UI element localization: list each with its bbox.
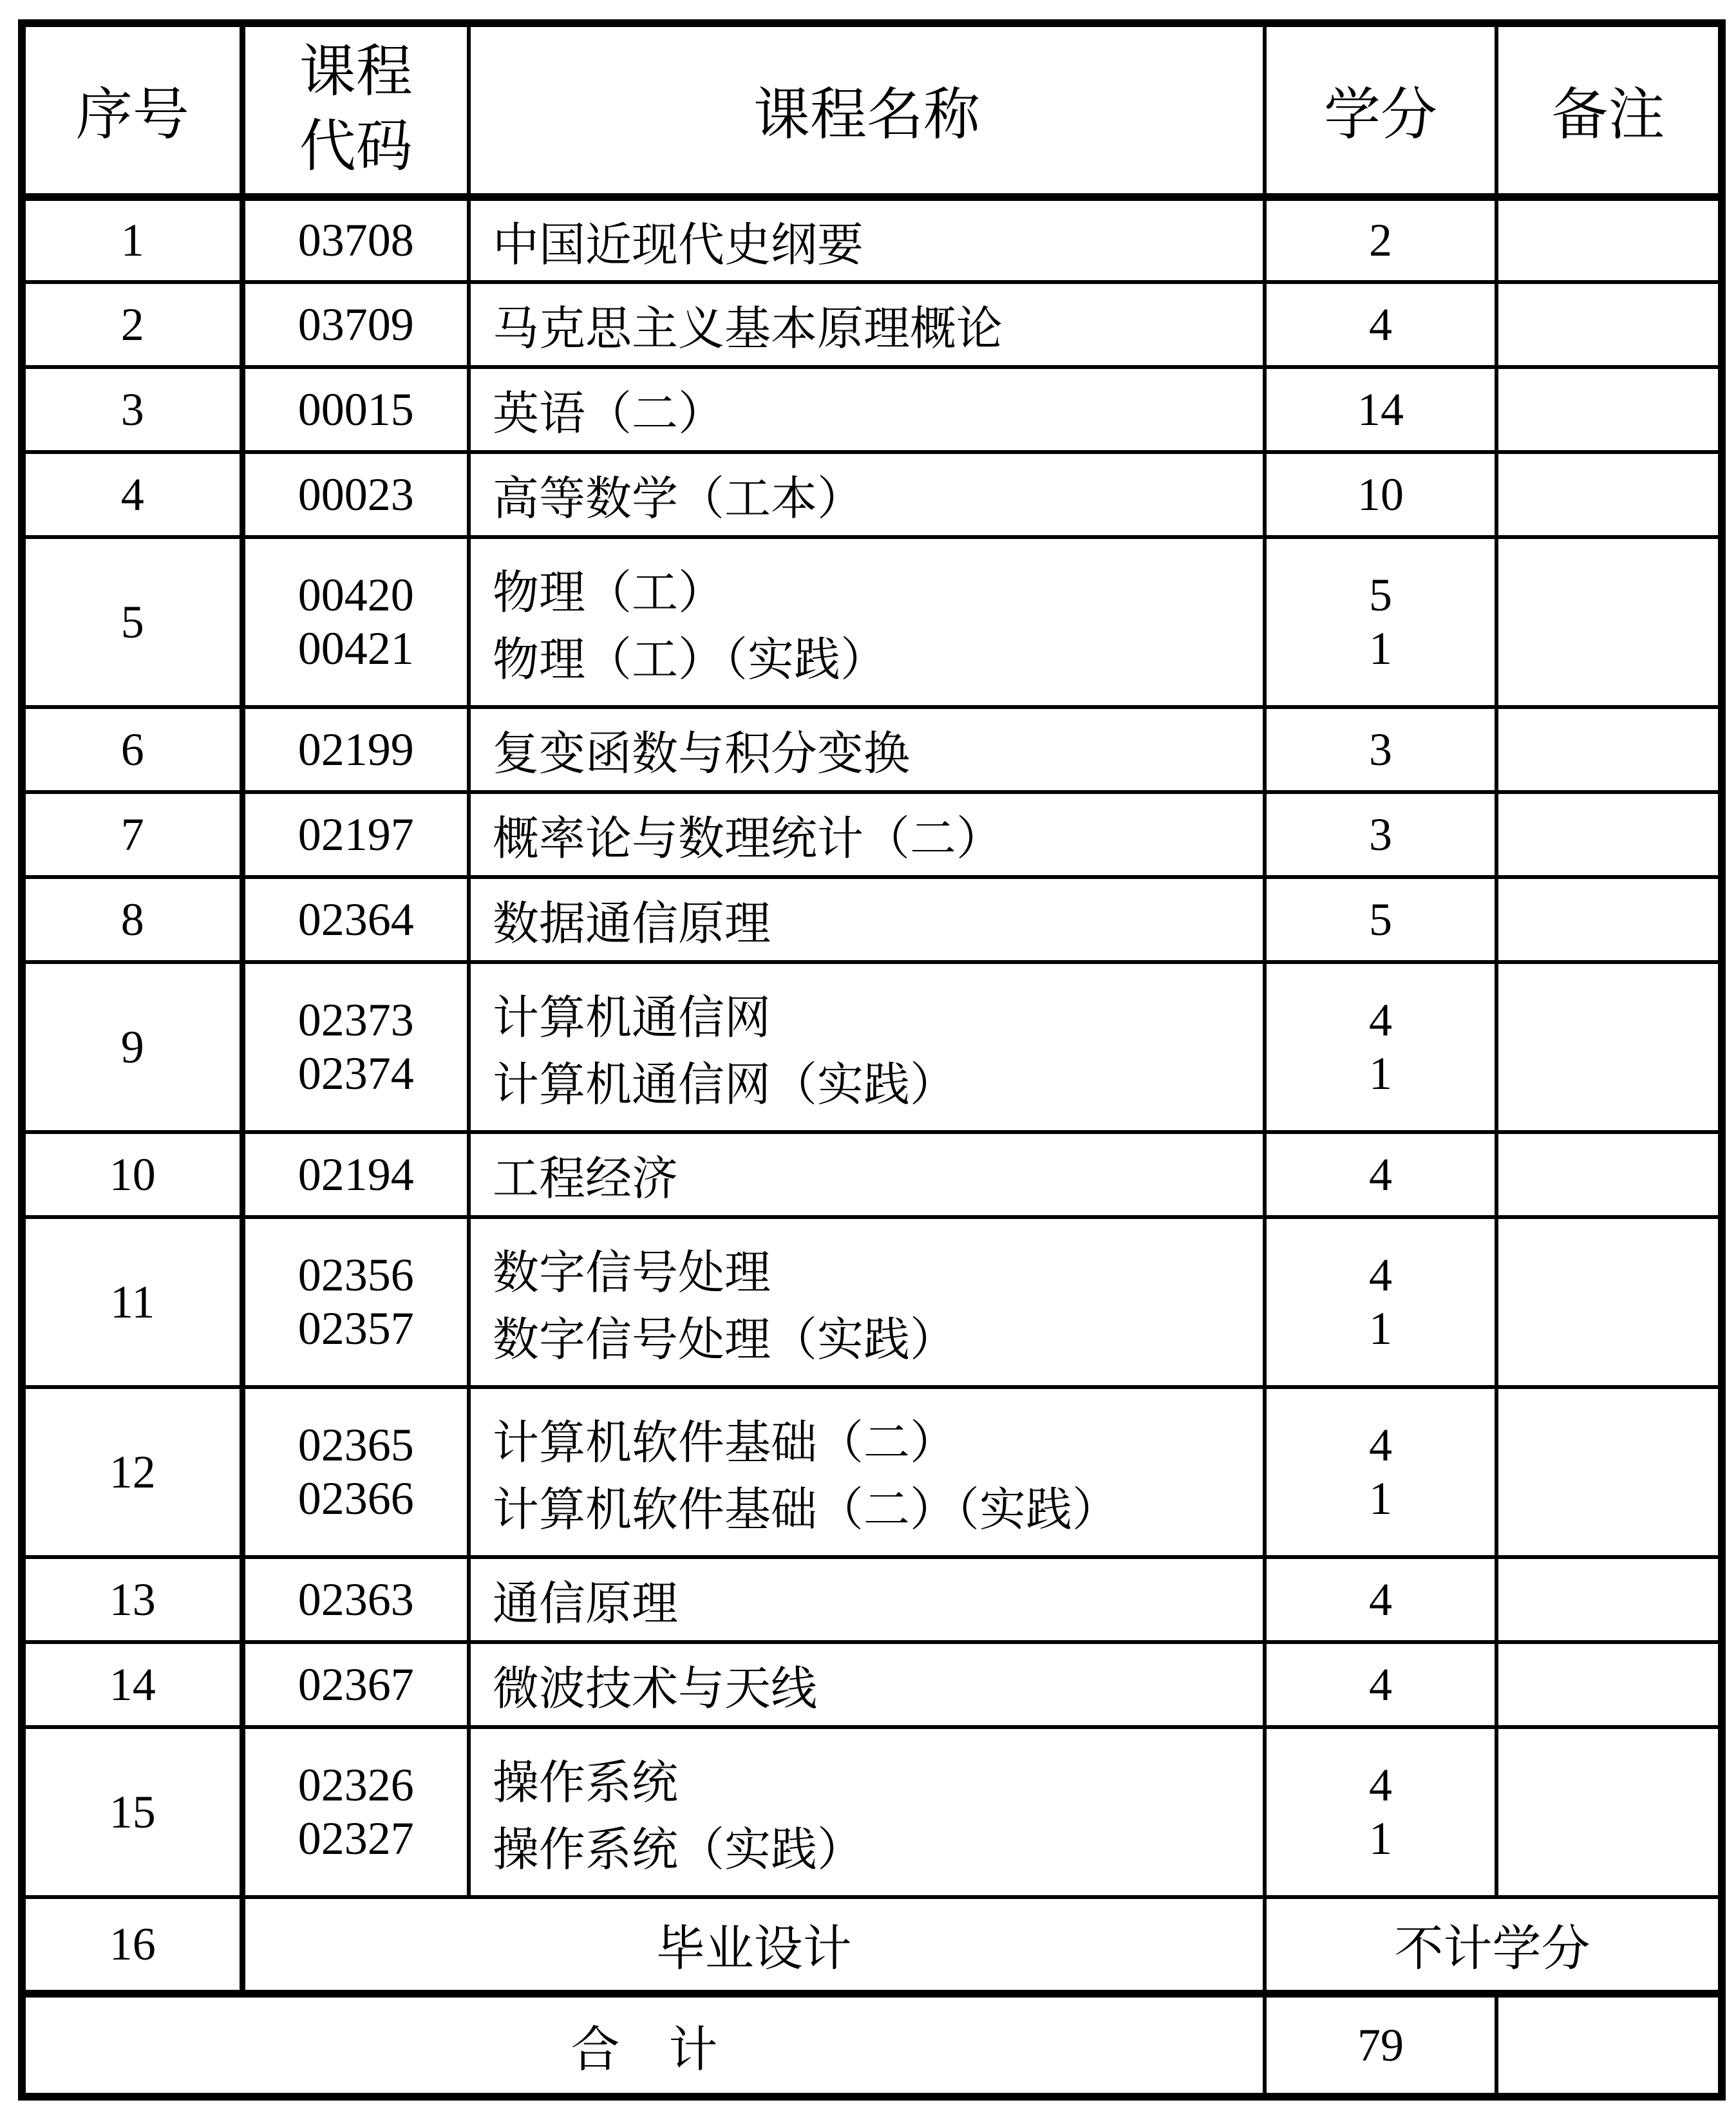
course-note: [1496, 1727, 1722, 1897]
course-code: 00015: [242, 367, 469, 452]
course-code: 02364: [242, 877, 469, 962]
course-code: 02327: [297, 1813, 414, 1864]
course-code: 00420: [297, 569, 414, 621]
course-credit-group: [1265, 1217, 1496, 1387]
course-credit-group: [1265, 537, 1496, 707]
total-credit: 79: [1265, 1994, 1496, 2097]
course-name: 数字信号处理（实践）: [493, 1314, 957, 1366]
course-name: 计算机通信网（实践）: [493, 1059, 957, 1111]
course-credit: 1: [1369, 623, 1392, 674]
course-credit: 1: [1369, 1303, 1392, 1354]
table-row: [22, 1217, 1722, 1387]
course-name-group: [469, 1387, 1265, 1557]
course-note: [1496, 282, 1722, 367]
course-credit: 3: [1265, 792, 1496, 877]
course-name: 数字信号处理: [493, 1247, 771, 1299]
course-name: 物理（工）（实践）: [493, 634, 887, 686]
course-code: 02374: [297, 1048, 414, 1099]
course-code-group: [242, 1727, 469, 1897]
course-name: 中国近现代史纲要: [469, 197, 1265, 282]
course-credit: 4: [1265, 282, 1496, 367]
course-credit: 3: [1265, 707, 1496, 792]
table-row: [22, 1387, 1722, 1557]
course-note: [1496, 1217, 1722, 1387]
row-no: 1: [22, 197, 242, 282]
course-note: [1496, 792, 1722, 877]
course-note: [1496, 1387, 1722, 1557]
table-row: [22, 1132, 1722, 1217]
course-note: [1496, 537, 1722, 707]
course-name: 计算机通信网: [493, 992, 771, 1044]
row-no: 4: [22, 452, 242, 537]
course-name: 高等数学（工本）: [469, 452, 1265, 537]
course-note: [1496, 197, 1722, 282]
course-credit: 2: [1265, 197, 1496, 282]
course-name: 操作系统: [493, 1757, 679, 1809]
row-no: 6: [22, 707, 242, 792]
course-credit: 4: [1265, 1132, 1496, 1217]
course-credit-group: [1265, 962, 1496, 1132]
course-note: [1496, 1642, 1722, 1727]
course-code: 00023: [242, 452, 469, 537]
course-code: 02367: [242, 1642, 469, 1727]
table-row: [22, 877, 1722, 962]
row-no: 11: [22, 1217, 242, 1387]
course-credit: 4: [1369, 1759, 1392, 1811]
course-note: [1496, 1557, 1722, 1642]
course-credit: 4: [1369, 1419, 1392, 1471]
course-code: 02326: [297, 1759, 414, 1811]
row-no: 16: [22, 1897, 242, 1994]
course-name-group: [469, 962, 1265, 1132]
course-code: 02356: [297, 1249, 414, 1301]
course-code-group: [242, 1217, 469, 1387]
table-row: [22, 1727, 1722, 1897]
course-name-group: [469, 1217, 1265, 1387]
course-code: 02366: [297, 1473, 414, 1524]
row-no: 7: [22, 792, 242, 877]
course-credit: 4: [1265, 1642, 1496, 1727]
course-name: 通信原理: [469, 1557, 1265, 1642]
row-no: 10: [22, 1132, 242, 1217]
course-credit: 4: [1369, 994, 1392, 1046]
course-code-group: [242, 1387, 469, 1557]
row-no: 2: [22, 282, 242, 367]
course-code: 02194: [242, 1132, 469, 1217]
course-name: 工程经济: [469, 1132, 1265, 1217]
course-code: 00421: [297, 623, 414, 674]
course-name: 微波技术与天线: [469, 1642, 1265, 1727]
course-table: [18, 19, 1726, 2101]
table-row: [22, 537, 1722, 707]
course-code: 02365: [297, 1419, 414, 1471]
course-credit: 14: [1265, 367, 1496, 452]
course-note: [1496, 962, 1722, 1132]
table-row: [22, 962, 1722, 1132]
course-name: 操作系统（实践）: [493, 1824, 864, 1876]
course-code: 03709: [242, 282, 469, 367]
course-code: 02197: [242, 792, 469, 877]
header-name: 课程名称: [469, 23, 1265, 197]
course-note: [1496, 877, 1722, 962]
row-no: 8: [22, 877, 242, 962]
course-name: 计算机软件基础（二）（实践）: [493, 1484, 1119, 1536]
course-credit: 1: [1369, 1473, 1392, 1524]
course-credit-group: [1265, 1727, 1496, 1897]
total-note: [1496, 1994, 1722, 2097]
course-name: 英语（二）: [469, 367, 1265, 452]
course-credit: 4: [1265, 1557, 1496, 1642]
row-no: 12: [22, 1387, 242, 1557]
course-credit: 5: [1369, 569, 1392, 621]
course-credit: 10: [1265, 452, 1496, 537]
row-no: 14: [22, 1642, 242, 1727]
course-code-group: [242, 962, 469, 1132]
table-row: [22, 367, 1722, 452]
course-credit: 1: [1369, 1048, 1392, 1099]
course-name: 数据通信原理: [469, 877, 1265, 962]
course-credit: 1: [1369, 1813, 1392, 1864]
table-row: [22, 792, 1722, 877]
course-name: 马克思主义基本原理概论: [469, 282, 1265, 367]
course-note: [1496, 707, 1722, 792]
table-row: [22, 452, 1722, 537]
course-name-group: [469, 537, 1265, 707]
table-row: [22, 282, 1722, 367]
row-no: 15: [22, 1727, 242, 1897]
header-note: 备注: [1496, 23, 1722, 197]
course-code: 02373: [297, 994, 414, 1046]
course-name: 计算机软件基础（二）: [493, 1417, 957, 1469]
header-credit: 学分: [1265, 23, 1496, 197]
graduation-credit-note: 不计学分: [1265, 1897, 1722, 1994]
course-code: 02363: [242, 1557, 469, 1642]
table-row: [22, 197, 1722, 282]
course-note: [1496, 367, 1722, 452]
course-note: [1496, 452, 1722, 537]
course-note: [1496, 1132, 1722, 1217]
course-credit: 5: [1265, 877, 1496, 962]
table-row: [22, 1642, 1722, 1727]
course-credit: 4: [1369, 1249, 1392, 1301]
course-name-group: [469, 1727, 1265, 1897]
table-row: [22, 707, 1722, 792]
course-name: 概率论与数理统计（二）: [469, 792, 1265, 877]
total-row: [22, 1994, 1722, 2097]
course-name: 复变函数与积分变换: [469, 707, 1265, 792]
course-name: 物理（工）: [493, 567, 725, 619]
graduation-name: 毕业设计: [242, 1897, 1265, 1994]
course-code-group: [242, 537, 469, 707]
total-label: 合 计: [22, 1994, 1265, 2097]
header-no: 序号: [22, 23, 242, 197]
table-row: [22, 1557, 1722, 1642]
header-code: [242, 23, 469, 197]
row-no: 9: [22, 962, 242, 1132]
header-code-label: 课程代码: [299, 41, 413, 178]
header-row: [22, 23, 1722, 197]
course-code: 03708: [242, 197, 469, 282]
course-code: 02199: [242, 707, 469, 792]
row-no: 5: [22, 537, 242, 707]
row-no: 13: [22, 1557, 242, 1642]
course-code: 02357: [297, 1303, 414, 1354]
course-credit-group: [1265, 1387, 1496, 1557]
row-no: 3: [22, 367, 242, 452]
graduation-row: [22, 1897, 1722, 1994]
